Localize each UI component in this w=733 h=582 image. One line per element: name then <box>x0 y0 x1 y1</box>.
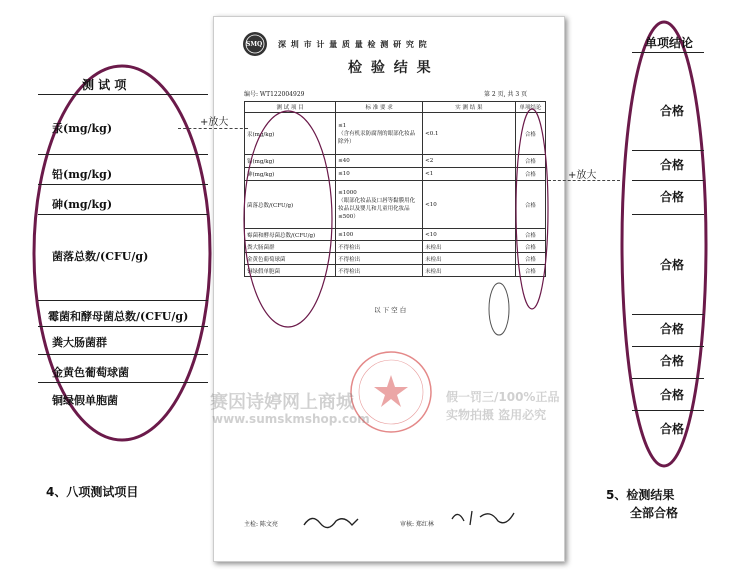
report-title: 检 验 结 果 <box>348 60 433 76</box>
cell-item: 铜绿假单胞菌 <box>245 265 336 277</box>
cell-verdict: 合格 <box>515 168 545 181</box>
divider <box>38 154 208 155</box>
cell-std: 不得检出 <box>336 253 423 265</box>
divider <box>632 180 704 181</box>
cell-verdict: 合格 <box>515 253 545 265</box>
page-info: 第 2 页, 共 3 页 <box>484 91 528 98</box>
right-zoom-label: +放大 <box>568 170 597 181</box>
cell-result: 未检出 <box>423 253 516 265</box>
divider <box>38 300 208 301</box>
cell-item: 粪大肠菌群 <box>245 241 336 253</box>
left-item-pseudomonas: 铜绿假单胞菌 <box>52 394 118 407</box>
divider <box>632 410 704 411</box>
right-result-8: 合格 <box>659 422 684 436</box>
cell-std: ≤40 <box>336 155 423 168</box>
cell-std: 不得检出 <box>336 241 423 253</box>
cell-result: <10 <box>423 229 516 241</box>
cell-std: 不得检出 <box>336 265 423 277</box>
caption-results-line1: 5、检测结果 <box>606 488 675 502</box>
divider <box>632 314 704 315</box>
divider <box>632 378 704 379</box>
cell-verdict: 合格 <box>515 181 545 229</box>
cell-verdict: 合格 <box>515 265 545 277</box>
cell-item: 金黄色葡萄球菌 <box>245 253 336 265</box>
cell-result: 未检出 <box>423 241 516 253</box>
caption-results-line2: 全部合格 <box>630 506 679 520</box>
left-zoom-header: 测 试 项 <box>82 78 127 92</box>
org-name: 深 圳 市 计 量 质 量 检 测 研 究 院 <box>278 39 428 49</box>
header-cell: 实 测 结 果 <box>423 102 516 113</box>
divider <box>38 326 208 327</box>
cell-verdict: 合格 <box>515 155 545 168</box>
right-result-6: 合格 <box>659 354 684 368</box>
right-result-4: 合格 <box>659 258 684 272</box>
divider <box>632 214 704 215</box>
left-item-lead: 铅(mg/kg) <box>52 168 113 181</box>
divider <box>38 354 208 355</box>
left-item-mold-yeast: 霉菌和酵母菌总数/(CFU/g) <box>48 310 189 323</box>
right-result-5: 合格 <box>659 322 684 336</box>
header-cell: 标 准 要 求 <box>336 102 423 113</box>
cell-std: ≤1000 （眼部化妆品及口唇等黏膜用化妆品以及婴儿和儿童用化妆品≤500） <box>336 181 423 229</box>
cell-verdict: 合格 <box>515 229 545 241</box>
left-item-colony-count: 菌落总数/(CFU/g) <box>52 250 149 263</box>
left-zoom-label: +放大 <box>200 117 229 128</box>
header-cell: 测 试 项 目 <box>245 102 336 113</box>
right-result-3: 合格 <box>659 190 684 204</box>
checker-signature: 主检: 陈文亮 <box>244 521 278 528</box>
cell-item: 铅(mg/kg) <box>245 155 336 168</box>
left-item-coliform: 粪大肠菌群 <box>52 336 107 349</box>
logo-text: SMQ <box>246 41 263 48</box>
cell-verdict: 合格 <box>515 113 545 155</box>
watermark-photo-note: 实物拍摄 盗用必究 <box>446 408 547 422</box>
handwritten-signature-2 <box>450 507 520 529</box>
cell-result: <10 <box>423 181 516 229</box>
left-item-arsenic: 砷(mg/kg) <box>52 198 113 211</box>
cell-item: 霉菌和酵母菌总数/(CFU/g) <box>245 229 336 241</box>
watermark-url: www.sumskmshop.com <box>212 412 370 426</box>
cell-item: 汞(mg/kg) <box>245 113 336 155</box>
blank-note: 以 下 空 白 <box>374 306 407 314</box>
right-zoom-header: 单项结论 <box>644 36 693 50</box>
caption-test-items: 4、八项测试项目 <box>46 485 139 499</box>
report-number: 编号: WT122004929 <box>244 91 305 98</box>
divider <box>632 52 704 53</box>
inspection-report-document <box>213 16 565 562</box>
left-zoom-panel <box>30 62 215 444</box>
divider <box>632 150 704 151</box>
cell-std: ≤100 <box>336 229 423 241</box>
right-zoom-panel <box>618 18 710 470</box>
header-cell: 单项结论 <box>515 102 545 113</box>
cell-result: <2 <box>423 155 516 168</box>
cell-result: <0.1 <box>423 113 516 155</box>
doc-right-highlight-oval <box>510 105 554 315</box>
cell-item: 砷(mg/kg) <box>245 168 336 181</box>
doc-left-highlight-oval <box>238 107 338 337</box>
cell-std: ≤10 <box>336 168 423 181</box>
left-item-mercury: 汞(mg/kg) <box>52 122 113 135</box>
divider <box>632 346 704 347</box>
right-result-2: 合格 <box>659 158 684 172</box>
right-result-1: 合格 <box>659 104 684 118</box>
handwritten-signature-1 <box>302 511 362 533</box>
side-seal-stamp <box>484 279 514 339</box>
divider <box>38 94 208 95</box>
left-zoom-connector <box>178 128 248 129</box>
cell-result: <1 <box>423 168 516 181</box>
left-item-staph: 金黄色葡萄球菌 <box>52 366 129 379</box>
cell-item: 菌落总数/(CFU/g) <box>245 181 336 229</box>
watermark-guarantee: 假一罚三/100%正品 <box>446 390 560 404</box>
divider <box>38 184 208 185</box>
right-result-7: 合格 <box>659 388 684 402</box>
cell-verdict: 合格 <box>515 241 545 253</box>
watermark-shop-name: 赛因诗婷网上商城 <box>210 392 354 413</box>
divider <box>38 214 208 215</box>
reviewer-signature: 审核: 郑红林 <box>400 521 434 528</box>
divider <box>38 382 208 383</box>
cell-std: ≤1 （含有机汞防腐剂的眼部化妆品除外） <box>336 113 423 155</box>
cell-result: 未检出 <box>423 265 516 277</box>
